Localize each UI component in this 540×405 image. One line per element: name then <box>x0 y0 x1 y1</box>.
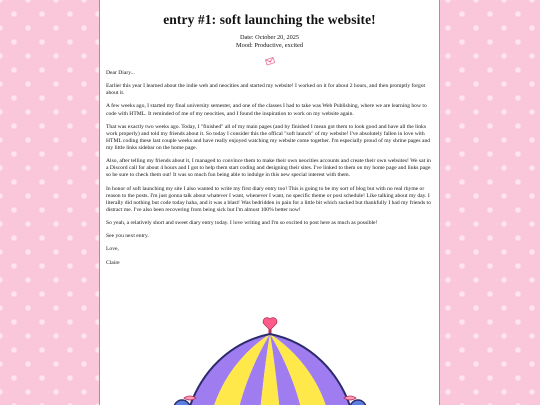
greeting: Dear Diary... <box>106 70 135 76</box>
entry-meta <box>106 34 433 50</box>
paragraph: Earlier this year I learned about the indie web and neocities and started my website! I worked on it for about 2 hours, and then promptly forgot about it. <box>106 83 426 97</box>
sign-off: See you next entry. <box>106 233 149 240</box>
entry-mood: Mood: Productive, excited <box>236 42 303 49</box>
diary-entry-page <box>99 0 440 405</box>
entry-date: Date: October 20, 2025 <box>239 34 300 41</box>
closing: Love, <box>106 246 119 253</box>
paragraph: Also, after telling my friends about it, I managed to convince them to make their own neocities accounts and create their own websites! We sat in a Discord call for about 4 hours and I got to help them start coding and designing their sites. I've linked to them on my home page and links page so be sure to check them out! It was so much fun being able to indulge in this new special interest with them. <box>106 158 431 179</box>
signature-name: Claire <box>106 259 120 266</box>
paragraph: In honor of soft launching my site I also wanted to write my first diary entry too! This is going to be my sort of blog but with no real rhyme or reason to the posts. I'm just gonna talk about whatever I want, whenever I want, no specific theme or post schedule! Like talking about my day. I literally did nothing but code today haha, and it was a blast! Was bedridden in pain for a little bit which sucked but thankfully I had my friends to distract me. I've also been recovering from being sick but I'm almost 100% better now! <box>106 185 431 213</box>
carousel-tent-icon <box>160 312 380 405</box>
paragraph: A few weeks ago, I started my final university semester, and one of the classes I had to take was Web Publishing, where we are learning how to code with HTML. It reminded of me of my neocities, and I found the inspiration to work on my website again. <box>106 103 427 117</box>
paragraph: So yeah, a relatively short and sweet diary entry today. I love writing and I'm so excited to post here as much as possible! <box>106 220 378 227</box>
entry-body <box>106 70 433 267</box>
paragraph: That was exactly two weeks ago. Today, I "finished" all of my main pages (and by finished I mean got them to look good and have all the links work properly) and told my friends about it. So today I consider this the offical "soft launch" of my website! I've absolutely fallen in love with HTML coding these last couple weeks and have really enjoyed watching my website come together. I'm especially proud of my shrine pages and my little links sidebar on the home page. <box>106 123 431 152</box>
entry-title: entry #1: soft launching the website! <box>163 12 376 27</box>
envelope-icon <box>265 56 275 66</box>
